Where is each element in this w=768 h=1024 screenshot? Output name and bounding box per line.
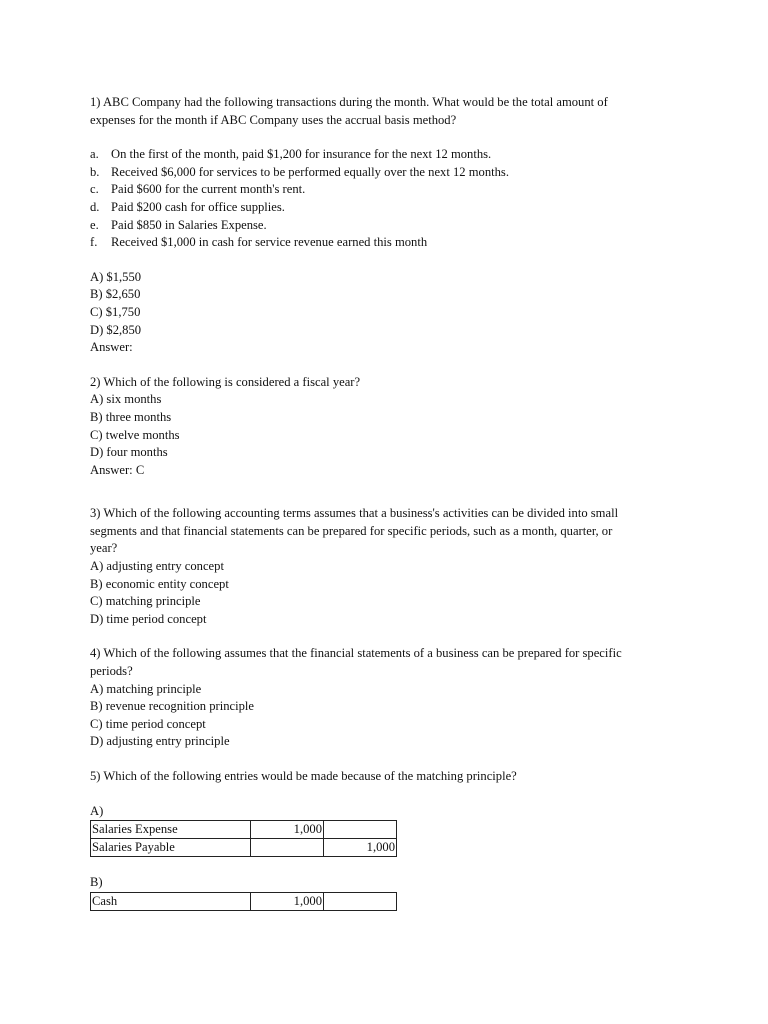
question-2-option-a: A) six months <box>90 392 162 407</box>
question-4-stem-line-2: periods? <box>90 664 133 679</box>
journal-entry-b <box>90 892 397 911</box>
question-2-stem: 2) Which of the following is considered a fiscal year? <box>90 374 361 389</box>
question-1-option-c: C) $1,750 <box>90 304 141 319</box>
question-1-option-d: D) $2,850 <box>90 322 142 337</box>
question-4-stem-line-1: 4) Which of the following assumes that the financial statements of a business can be prepared for specific <box>90 646 622 661</box>
credit-cell <box>324 821 397 839</box>
question-1-answer: Answer: <box>90 340 133 355</box>
transaction-a: a. On the first of the month, paid $1,200 for insurance for the next 12 months. <box>90 147 492 162</box>
question-4-option-d: D) adjusting entry principle <box>90 734 230 749</box>
question-5 <box>90 768 680 911</box>
transaction-e: e. Paid $850 in Salaries Expense. <box>90 217 267 232</box>
question-1-stem-line-1: 1) ABC Company had the following transactions during the month. What would be the total amount of <box>90 95 608 109</box>
question-2-option-c: C) twelve months <box>90 427 180 442</box>
account-cell: Cash <box>91 892 251 910</box>
question-3-option-b: B) economic entity concept <box>90 576 229 591</box>
table-row <box>91 839 397 857</box>
question-4 <box>90 645 680 751</box>
transaction-list <box>90 146 680 252</box>
question-4-option-a: A) matching principle <box>90 681 202 696</box>
table-row <box>91 892 397 910</box>
account-cell: Salaries Payable <box>91 839 251 857</box>
journal-entry-a <box>90 820 397 857</box>
question-1-stem-line-2: expenses for the month if ABC Company uses the accrual basis method? <box>90 112 457 127</box>
question-4-option-b: B) revenue recognition principle <box>90 699 255 714</box>
question-1-option-b: B) $2,650 <box>90 287 141 302</box>
document-content <box>90 94 680 911</box>
question-5-stem: 5) Which of the following entries would be made because of the matching principle? <box>90 769 517 783</box>
question-3-option-c: C) matching principle <box>90 594 201 609</box>
table-row <box>91 821 397 839</box>
question-2 <box>90 374 680 480</box>
question-1 <box>90 94 680 357</box>
question-1-option-a: A) $1,550 <box>90 269 142 284</box>
question-3-stem-line-1: 3) Which of the following accounting terms assumes that a business's activities can be divided into small <box>90 506 619 521</box>
debit-cell: 1,000 <box>251 892 324 910</box>
question-3-stem-line-2: segments and that financial statements can be prepared for specific periods, such as a month, quarter, or <box>90 523 613 538</box>
question-4-option-c: C) time period concept <box>90 716 206 731</box>
question-2-answer: Answer: C <box>90 462 145 477</box>
question-2-option-b: B) three months <box>90 409 172 424</box>
question-3-option-d: D) time period concept <box>90 611 207 626</box>
entry-a-label: A) <box>90 803 104 818</box>
debit-cell <box>251 839 324 857</box>
transaction-d: d. Paid $200 cash for office supplies. <box>90 199 285 214</box>
question-3 <box>90 505 680 628</box>
question-3-stem-line-3: year? <box>90 541 118 556</box>
credit-cell <box>324 892 397 910</box>
transaction-c: c. Paid $600 for the current month's rent. <box>90 182 306 197</box>
debit-cell: 1,000 <box>251 821 324 839</box>
account-cell: Salaries Expense <box>91 821 251 839</box>
question-3-option-a: A) adjusting entry concept <box>90 559 224 574</box>
transaction-b: b. Received $6,000 for services to be performed equally over the next 12 months. <box>90 164 509 179</box>
credit-cell: 1,000 <box>324 839 397 857</box>
question-2-option-d: D) four months <box>90 445 168 460</box>
transaction-f: f. Received $1,000 in cash for service revenue earned this month <box>90 235 428 250</box>
entry-b-label: B) <box>90 875 103 890</box>
